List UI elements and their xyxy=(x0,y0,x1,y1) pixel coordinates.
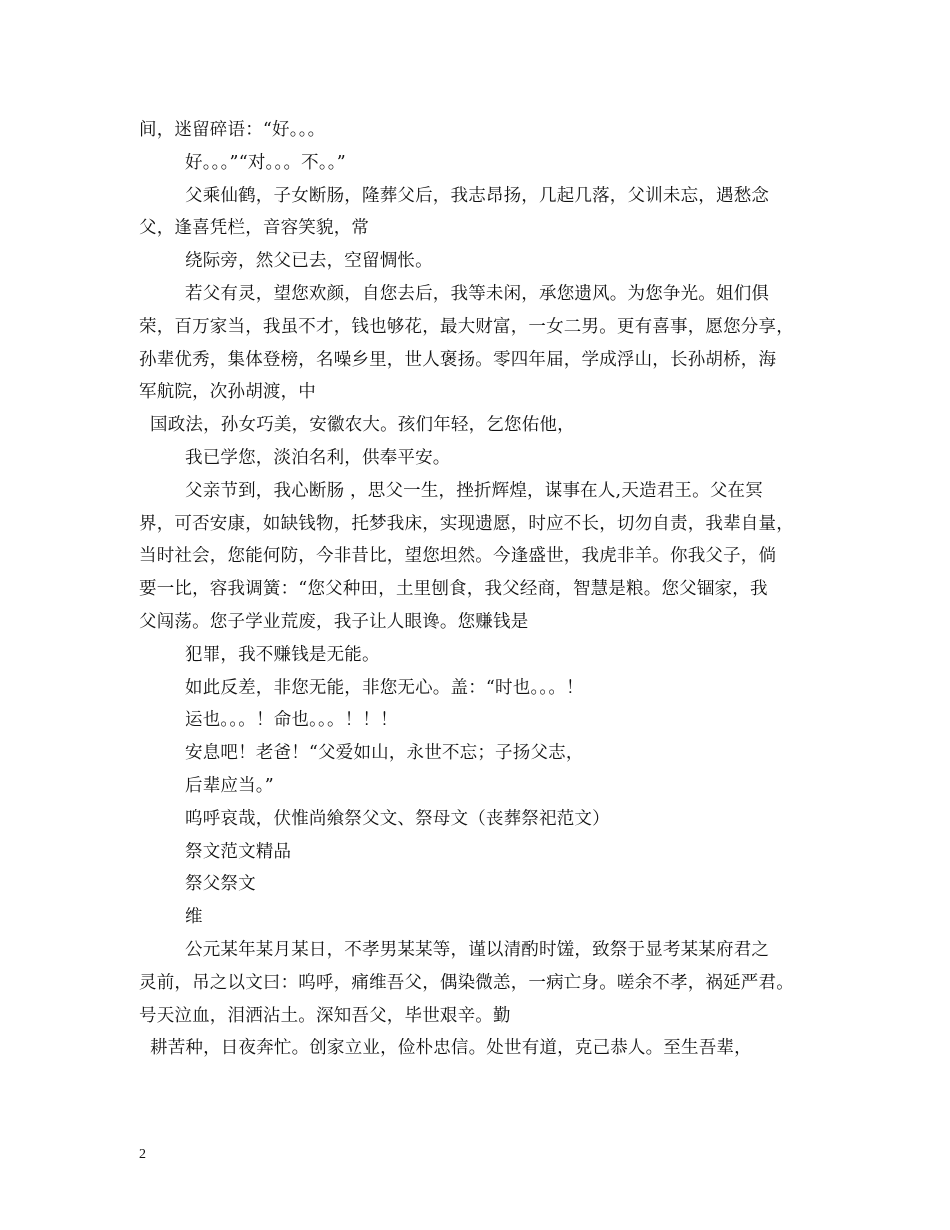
text-line: 祭父祭文 xyxy=(185,874,256,895)
text-line: 灵前，吊之以文曰：呜呼，痛维吾父，偶染微恙，一病亡身。嗟余不孝，祸延严君。 xyxy=(139,972,794,993)
text-line: 后辈应当。” xyxy=(185,775,274,796)
text-line: 父亲节到，我心断肠 ，思父一生，挫折辉煌，谋事在人,天造君王。父在冥 xyxy=(185,480,763,501)
text-line: 荣，百万家当，我虽不才，钱也够花，最大财富，一女二男。更有喜事，愿您分享， xyxy=(139,316,794,337)
text-line: 祭文范文精品 xyxy=(185,841,292,862)
text-line: 运也。。。！命也。。。！！！ xyxy=(185,710,398,731)
text-line: 安息吧！老爸！“父爱如山，永世不忘；子扬父志， xyxy=(185,743,584,764)
text-line: 间，迷留碎语：“好。。。 xyxy=(139,120,326,140)
text-line: 父乘仙鹤，子女断肠，隆葬父后，我志昂扬，几起几落，父训未忘，遇愁念 xyxy=(185,185,770,206)
text-line: 军航院，次孙胡渡，中 xyxy=(139,382,316,403)
text-line: 若父有灵，望您欢颜，自您去后，我等未闲，承您遗风。为您争光。姐们俱 xyxy=(185,283,770,304)
text-line: 父闯荡。您子学业荒废，我子让人眼谗。您赚钱是 xyxy=(139,611,529,632)
text-line: 犯罪，我不赚钱是无能。 xyxy=(185,644,380,665)
text-line: 我已学您，淡泊名利，供奉平安。 xyxy=(185,447,451,468)
document-body xyxy=(139,114,829,1065)
text-line: 要一比，容我调簧：“您父种田，土里刨食，我父经商，智慧是粮。您父锢家，我 xyxy=(139,579,768,600)
text-line: 公元某年某月某日，不孝男某某等，谨以清酌时馐，致祭于显考某某府君之 xyxy=(185,939,770,960)
page-number: 2 xyxy=(139,1147,146,1162)
text-line: 如此反差，非您无能，非您无心。盖：“时也。。。！ xyxy=(185,677,584,698)
text-line: 号天泣血，泪洒沾土。深知吾父，毕世艰辛。勤 xyxy=(139,1005,511,1026)
text-line: 耕苦种，日夜奔忙。创家立业，俭朴忠信。处世有道，克己恭人。至生吾辈， xyxy=(150,1038,752,1059)
text-line: 孙辈优秀，集体登榜，名噪乡里，世人褒扬。零四年届，学成浮山，长孙胡桥，海 xyxy=(139,349,777,370)
text-line: 呜呼哀哉，伏惟尚飨祭父文、祭母文（丧葬祭祀范文） xyxy=(185,808,610,829)
text-line: 界，可否安康，如缺钱物，托梦我床，实现遗愿，时应不长，切勿自责，我辈自量， xyxy=(139,513,794,534)
text-line: 国政法，孙女巧美，安徽农大。孩们年轻，乞您佑他， xyxy=(150,415,575,436)
text-line: 绕际旁，然父已去，空留惆怅。 xyxy=(185,251,433,272)
text-line: 维 xyxy=(185,907,203,928)
text-line: 父，逢喜凭栏，音容笑貌，常 xyxy=(139,218,370,239)
text-line: 当时社会，您能何防，今非昔比，望您坦然。今逢盛世，我虎非羊。你我父子，倘 xyxy=(139,546,777,567)
text-line: 好。。。”“对。。。不。。” xyxy=(185,152,346,173)
